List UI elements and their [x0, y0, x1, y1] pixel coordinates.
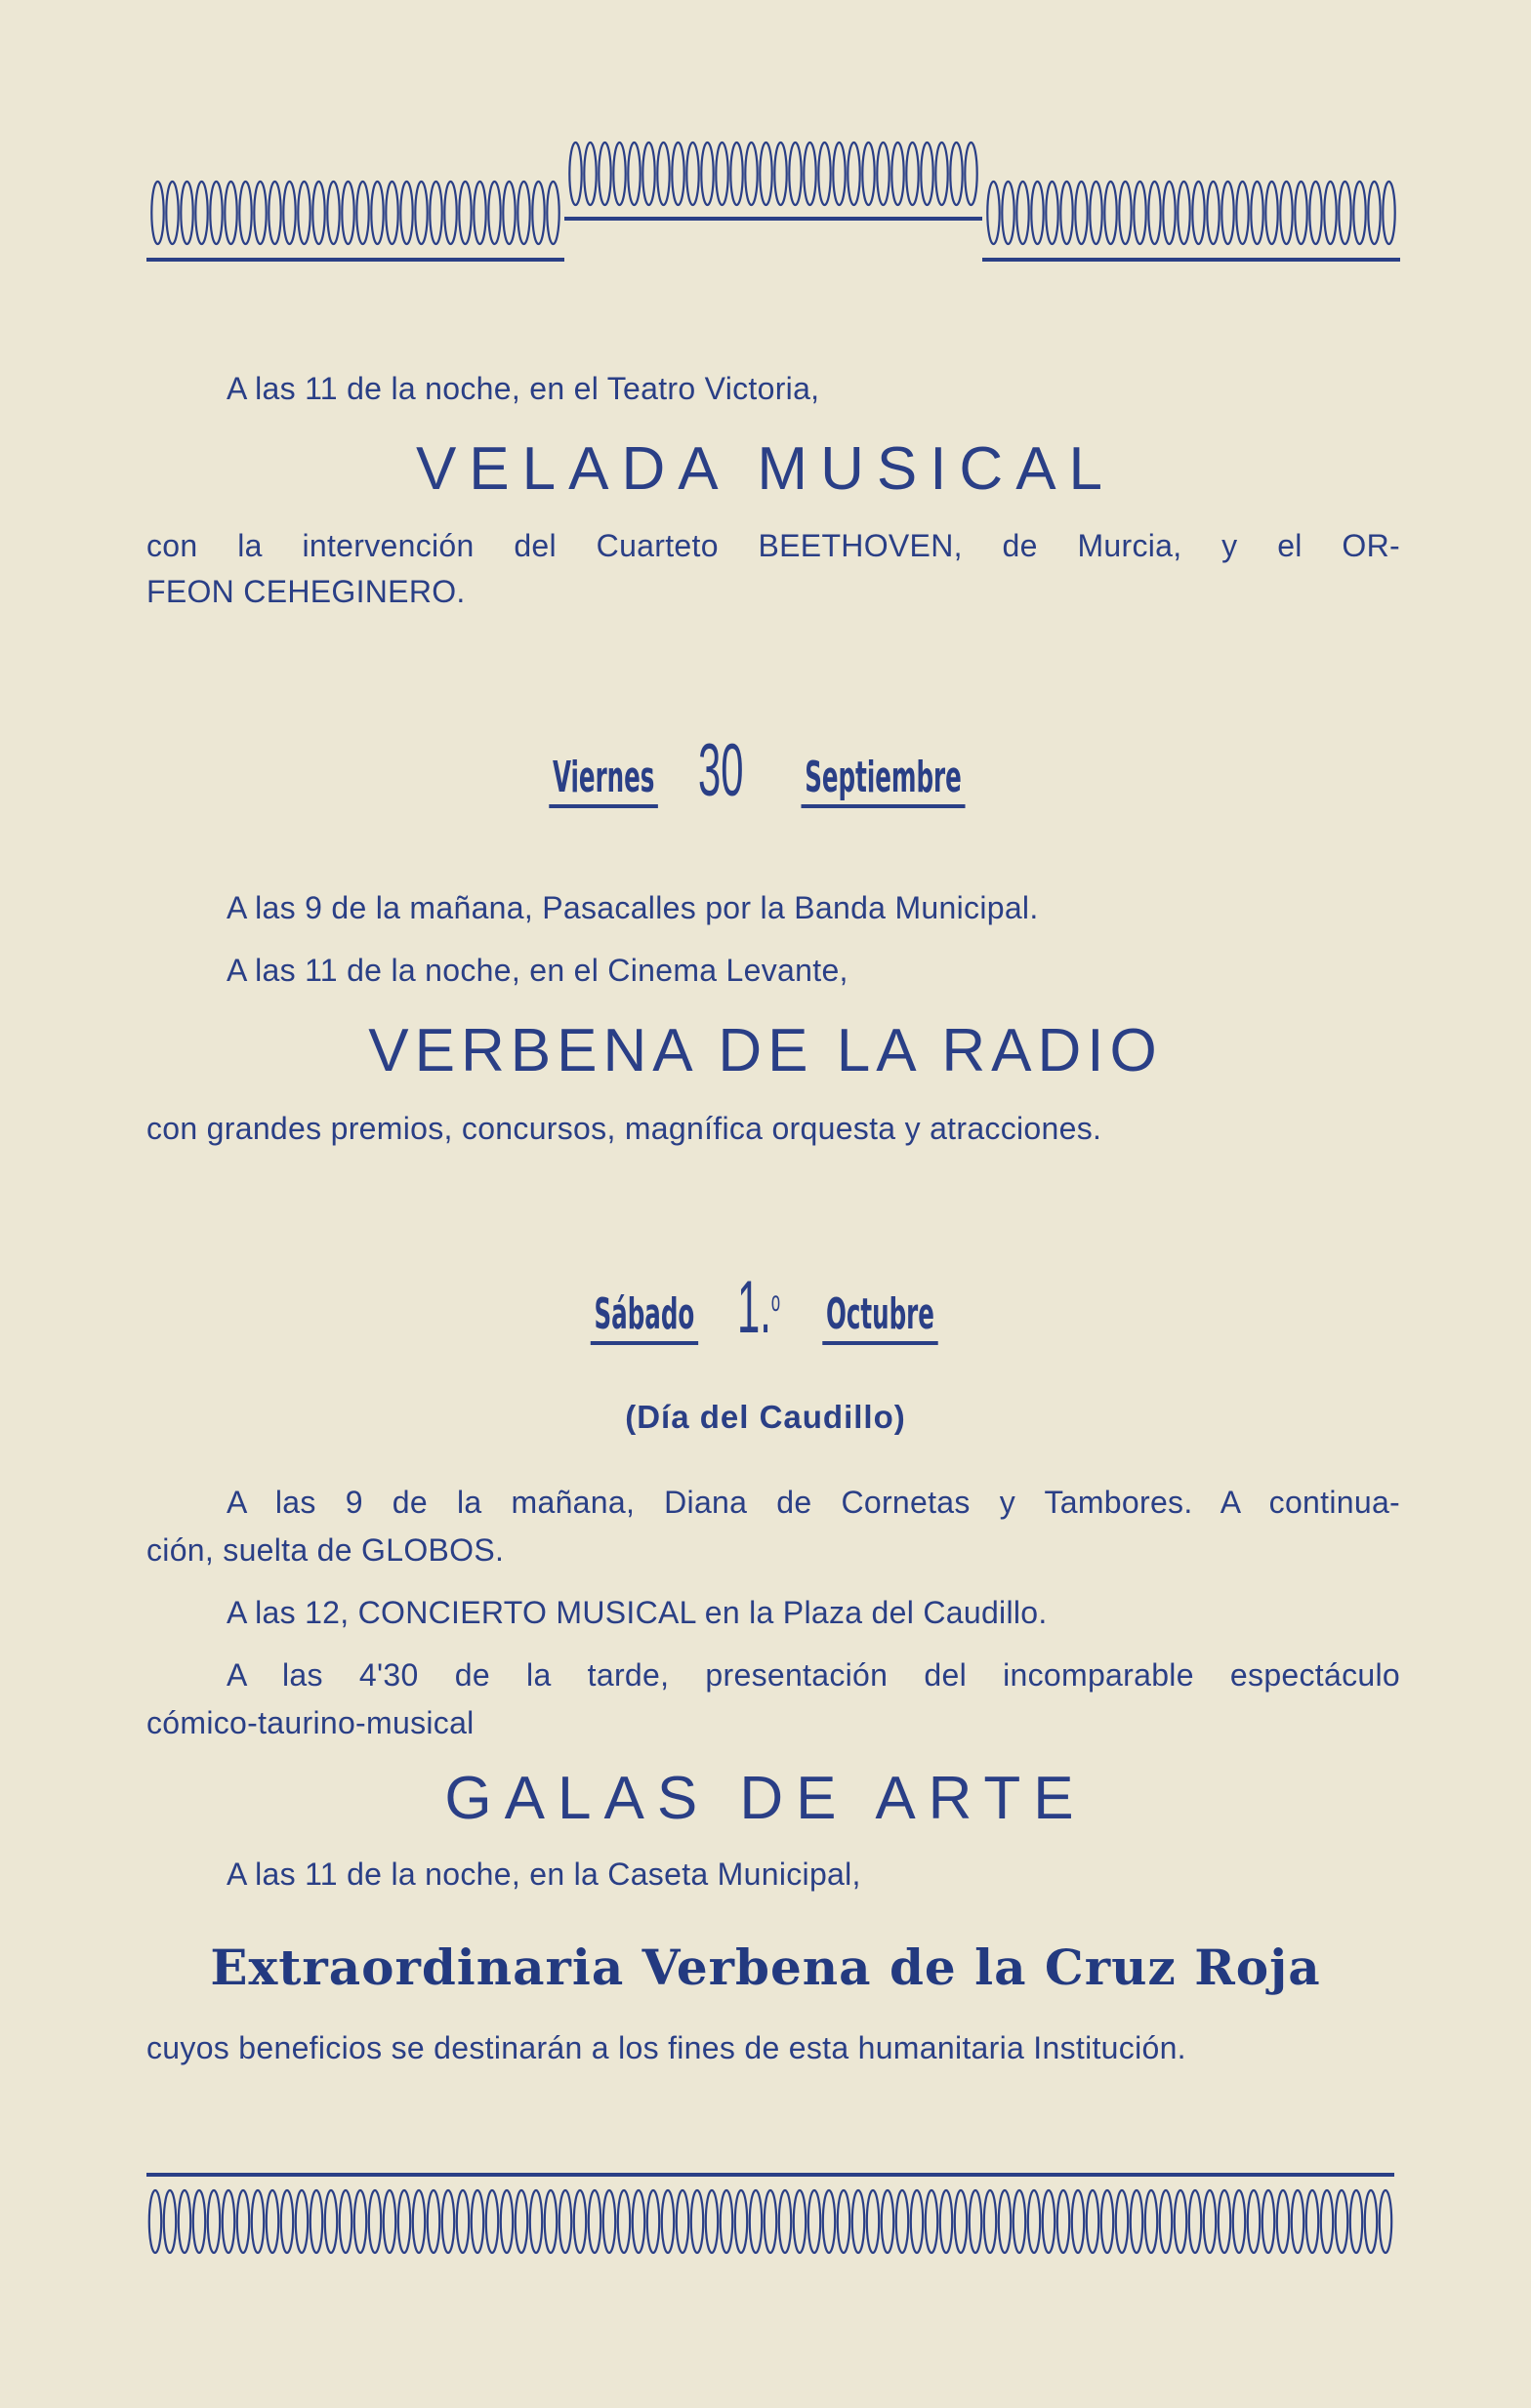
ornament-ellipse — [1207, 182, 1219, 244]
ornament-ellipse — [642, 143, 654, 205]
ornament-ellipse — [970, 2190, 981, 2253]
ornament-ellipse — [833, 143, 845, 205]
ornament-ellipse — [1306, 2190, 1318, 2253]
ornament-ellipse — [283, 182, 295, 244]
ornament-ellipse — [1265, 182, 1277, 244]
ornament-ellipse — [1277, 2190, 1289, 2253]
diana-line-1: A las 9 de la mañana, Diana de Cornetas y Tambores. A continua- — [227, 1485, 1400, 1520]
ornament-ellipse — [312, 182, 324, 244]
ornament-ellipse — [1350, 2190, 1362, 2253]
ornament-ellipse — [151, 182, 163, 244]
ornament-ellipse — [647, 2190, 659, 2253]
ornament-ellipse — [999, 2190, 1011, 2253]
top-rule-right — [982, 258, 1400, 262]
top-rule-left — [146, 258, 564, 262]
ornament-ellipse — [804, 143, 815, 205]
ornament-ellipse — [530, 2190, 542, 2253]
ornament-ellipse — [1046, 182, 1057, 244]
ornament-ellipse — [574, 2190, 586, 2253]
ornament-ellipse — [1031, 182, 1043, 244]
ornament-ellipse — [862, 143, 874, 205]
ornament-ellipse — [281, 2190, 293, 2253]
ornament-ellipse — [789, 143, 801, 205]
ornament-ellipse — [208, 2190, 220, 2253]
ellipse-chain-ornament — [982, 178, 1400, 248]
ornament-ellipse — [444, 182, 456, 244]
ornament-ellipse — [603, 2190, 615, 2253]
diana-line-2: ción, suelta de GLOBOS. — [146, 1532, 505, 1568]
ornament-ellipse — [1309, 182, 1321, 244]
ornament-ellipse — [166, 182, 178, 244]
ornament-ellipse — [867, 2190, 879, 2253]
ornament-ellipse — [398, 2190, 410, 2253]
ornament-ellipse — [486, 2190, 498, 2253]
ornament-ellipse — [950, 143, 962, 205]
ornament-ellipse — [1145, 2190, 1157, 2253]
ornament-ellipse — [662, 2190, 674, 2253]
ornament-ellipse — [472, 2190, 483, 2253]
galas-intro-line-1: A las 4'30 de la tarde, presentación del incomparable espectáculo — [227, 1657, 1400, 1693]
bottom-rule — [146, 2173, 1394, 2177]
ornament-ellipse — [691, 2190, 703, 2253]
ornament-ellipse — [1116, 2190, 1128, 2253]
ornament-ellipse — [1148, 182, 1160, 244]
ornament-ellipse — [1178, 182, 1189, 244]
top-ornament-left — [146, 178, 564, 248]
date-day: Viernes — [549, 754, 658, 808]
ornament-ellipse — [1087, 2190, 1098, 2253]
ornament-ellipse — [457, 2190, 469, 2253]
ellipse-chain-ornament — [146, 2186, 1394, 2257]
ornament-ellipse — [442, 2190, 454, 2253]
ornament-ellipse — [532, 182, 544, 244]
ornament-ellipse — [1131, 2190, 1142, 2253]
ornament-ellipse — [1057, 2190, 1069, 2253]
ornament-ellipse — [296, 2190, 308, 2253]
ornament-ellipse — [823, 2190, 835, 2253]
ornament-ellipse — [254, 182, 266, 244]
top-ornament-right — [982, 178, 1400, 248]
ornament-ellipse — [503, 182, 515, 244]
ornament-ellipse — [1119, 182, 1131, 244]
galas-de-arte-title: GALAS DE ARTE — [444, 1765, 1087, 1832]
velada-detail-line-2: FEON CEHEGINERO. — [146, 574, 466, 609]
ornament-ellipse — [965, 143, 976, 205]
concierto-line: A las 12, CONCIERTO MUSICAL en la Plaza del Caudillo. — [227, 1595, 1048, 1630]
top-ornament-center — [564, 139, 982, 209]
ornament-ellipse — [1368, 182, 1380, 244]
ornament-ellipse — [987, 182, 999, 244]
ornament-ellipse — [1236, 182, 1248, 244]
ornament-ellipse — [774, 143, 786, 205]
velada-musical-title: VELADA MUSICAL — [415, 435, 1116, 503]
ornament-ellipse — [906, 143, 918, 205]
ornament-ellipse — [1380, 2190, 1391, 2253]
ornament-ellipse — [618, 2190, 630, 2253]
date-heading-viernes — [0, 729, 1531, 812]
ornament-ellipse — [852, 2190, 864, 2253]
ornament-ellipse — [400, 182, 412, 244]
date-number: 30 — [698, 729, 744, 812]
ornament-ellipse — [940, 2190, 952, 2253]
ornament-ellipse — [984, 2190, 996, 2253]
ornament-ellipse — [474, 182, 485, 244]
ornament-ellipse — [181, 182, 192, 244]
ornament-ellipse — [672, 143, 683, 205]
ornament-ellipse — [589, 2190, 600, 2253]
ornament-ellipse — [193, 2190, 205, 2253]
ornament-ellipse — [760, 143, 771, 205]
ornament-ellipse — [371, 182, 383, 244]
ornament-ellipse — [428, 2190, 439, 2253]
ornament-ellipse — [1204, 2190, 1216, 2253]
ornament-ellipse — [1219, 2190, 1230, 2253]
ornament-ellipse — [808, 2190, 820, 2253]
ornament-ellipse — [584, 143, 596, 205]
ornament-ellipse — [354, 2190, 366, 2253]
ornament-ellipse — [794, 2190, 806, 2253]
ornament-ellipse — [1353, 182, 1365, 244]
ornament-ellipse — [633, 2190, 644, 2253]
date-ordinal: o — [771, 1286, 781, 1318]
ornament-ellipse — [1383, 182, 1394, 244]
ornament-ellipse — [1016, 182, 1028, 244]
ornament-ellipse — [223, 2190, 234, 2253]
ornament-ellipse — [926, 2190, 937, 2253]
ornament-ellipse — [1321, 2190, 1333, 2253]
dia-del-caudillo-subtitle: (Día del Caudillo) — [625, 1399, 906, 1435]
ornament-ellipse — [1189, 2190, 1201, 2253]
ornament-ellipse — [239, 182, 251, 244]
ornament-ellipse — [1339, 182, 1350, 244]
ellipse-chain-ornament — [564, 139, 982, 209]
ornament-ellipse — [706, 2190, 718, 2253]
ornament-ellipse — [721, 2190, 732, 2253]
ornament-ellipse — [1262, 2190, 1274, 2253]
ornament-ellipse — [545, 2190, 557, 2253]
date-number-value: 1. — [737, 1266, 772, 1349]
ornament-ellipse — [1248, 2190, 1260, 2253]
ornament-ellipse — [269, 182, 280, 244]
ornament-ellipse — [517, 182, 529, 244]
ornament-ellipse — [210, 182, 222, 244]
caseta-municipal-line: A las 11 de la noche, en la Caseta Municipal, — [227, 1857, 861, 1892]
ornament-ellipse — [628, 143, 640, 205]
velada-intro-line: A las 11 de la noche, en el Teatro Victoria, — [227, 371, 820, 406]
ornament-ellipse — [195, 182, 207, 244]
date-heading-sabado — [0, 1266, 1531, 1349]
ornament-ellipse — [882, 2190, 893, 2253]
ornament-ellipse — [369, 2190, 381, 2253]
ornament-ellipse — [1324, 182, 1336, 244]
ellipse-chain-ornament — [146, 178, 564, 248]
ornament-ellipse — [750, 2190, 762, 2253]
ornament-ellipse — [1104, 182, 1116, 244]
ornament-ellipse — [225, 182, 236, 244]
ornament-ellipse — [342, 182, 353, 244]
cruz-roja-title: Extraordinaria Verbena de la Cruz Roja — [210, 1939, 1321, 1996]
ornament-ellipse — [599, 143, 610, 205]
ornament-ellipse — [1002, 182, 1014, 244]
ornament-ellipse — [149, 2190, 161, 2253]
ornament-ellipse — [745, 143, 757, 205]
galas-intro-line-2: cómico-taurino-musical — [146, 1705, 475, 1740]
ornament-ellipse — [1280, 182, 1292, 244]
ornament-ellipse — [1134, 182, 1145, 244]
ornament-ellipse — [1163, 182, 1175, 244]
ornament-ellipse — [877, 143, 889, 205]
ornament-ellipse — [955, 2190, 967, 2253]
ornament-ellipse — [779, 2190, 791, 2253]
ornament-ellipse — [677, 2190, 688, 2253]
ornament-ellipse — [384, 2190, 395, 2253]
ornament-ellipse — [921, 143, 932, 205]
date-day: Sábado — [591, 1290, 698, 1345]
ornament-ellipse — [559, 2190, 571, 2253]
date-month: Octubre — [822, 1290, 937, 1345]
ornament-ellipse — [1192, 182, 1204, 244]
ornament-ellipse — [569, 143, 581, 205]
ornament-ellipse — [298, 182, 310, 244]
ornament-ellipse — [735, 2190, 747, 2253]
velada-detail-line-1: con la intervención del Cuarteto BEETHOVEN, de Murcia, y el OR- — [146, 528, 1400, 563]
ornament-ellipse — [1075, 182, 1087, 244]
ornament-ellipse — [1336, 2190, 1347, 2253]
ornament-ellipse — [686, 143, 698, 205]
date-number — [737, 1266, 781, 1349]
ornament-ellipse — [267, 2190, 278, 2253]
ornament-ellipse — [1101, 2190, 1113, 2253]
verbena-radio-detail: con grandes premios, concursos, magnífica orquesta y atracciones. — [146, 1111, 1102, 1146]
ornament-ellipse — [1221, 182, 1233, 244]
ornament-ellipse — [1014, 2190, 1025, 2253]
ornament-ellipse — [1233, 2190, 1245, 2253]
ornament-ellipse — [310, 2190, 322, 2253]
ornament-ellipse — [891, 143, 903, 205]
ornament-ellipse — [340, 2190, 352, 2253]
pasacalles-line: A las 9 de la mañana, Pasacalles por la Banda Municipal. — [227, 890, 1039, 925]
ornament-ellipse — [430, 182, 441, 244]
ornament-ellipse — [1160, 2190, 1172, 2253]
ornament-ellipse — [415, 182, 427, 244]
top-rule-center — [564, 217, 982, 221]
ornament-ellipse — [935, 143, 947, 205]
date-month: Septiembre — [802, 754, 966, 808]
ornament-ellipse — [848, 143, 859, 205]
ornament-ellipse — [413, 2190, 425, 2253]
verbena-radio-title: VERBENA DE LA RADIO — [368, 1017, 1163, 1084]
ornament-ellipse — [838, 2190, 849, 2253]
cruz-roja-detail: cuyos beneficios se destinarán a los fines de esta humanitaria Institución. — [146, 2030, 1186, 2065]
ornament-ellipse — [459, 182, 471, 244]
ornament-ellipse — [1175, 2190, 1186, 2253]
ornament-ellipse — [237, 2190, 249, 2253]
ornament-ellipse — [356, 182, 368, 244]
ornament-ellipse — [164, 2190, 176, 2253]
ornament-ellipse — [516, 2190, 527, 2253]
ornament-ellipse — [765, 2190, 776, 2253]
ornament-ellipse — [1072, 2190, 1084, 2253]
bottom-ornament — [146, 2186, 1394, 2257]
ornament-ellipse — [1365, 2190, 1377, 2253]
ornament-ellipse — [1292, 2190, 1303, 2253]
ornament-ellipse — [1090, 182, 1101, 244]
ornament-ellipse — [1028, 2190, 1040, 2253]
ornament-ellipse — [818, 143, 830, 205]
ornament-ellipse — [1060, 182, 1072, 244]
ornament-ellipse — [1043, 2190, 1055, 2253]
ornament-ellipse — [179, 2190, 190, 2253]
ornament-ellipse — [547, 182, 559, 244]
ornament-ellipse — [911, 2190, 923, 2253]
ornament-ellipse — [716, 143, 727, 205]
ornament-ellipse — [325, 2190, 337, 2253]
ornament-ellipse — [501, 2190, 513, 2253]
ornament-ellipse — [488, 182, 500, 244]
ornament-ellipse — [701, 143, 713, 205]
ornament-ellipse — [730, 143, 742, 205]
cinema-levante-line: A las 11 de la noche, en el Cinema Levante, — [227, 953, 848, 988]
ornament-ellipse — [386, 182, 397, 244]
ornament-ellipse — [1251, 182, 1262, 244]
ornament-ellipse — [327, 182, 339, 244]
ornament-ellipse — [657, 143, 669, 205]
ornament-ellipse — [1295, 182, 1306, 244]
ornament-ellipse — [613, 143, 625, 205]
ornament-ellipse — [896, 2190, 908, 2253]
ornament-ellipse — [252, 2190, 264, 2253]
